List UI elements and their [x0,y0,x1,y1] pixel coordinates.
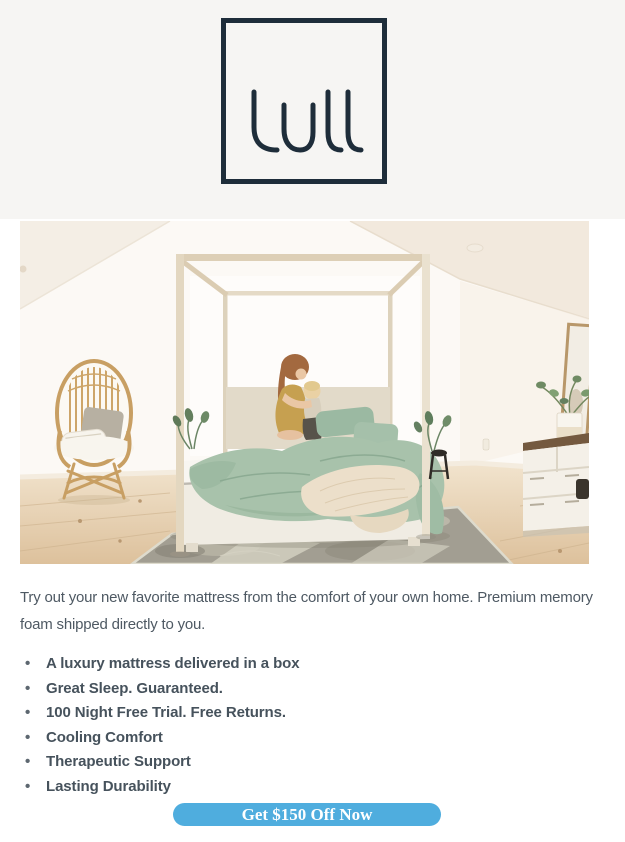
bullet-item: • Lasting Durability [20,779,625,796]
lull-logo [221,18,387,184]
bullet-item: • 100 Night Free Trial. Free Returns. [20,705,625,722]
lull-logo-icon [248,89,366,155]
wall-outlet [483,439,489,450]
header-band [0,0,625,219]
feature-list [20,656,625,795]
bullet-item: • Cooling Comfort [20,730,625,747]
bullet-item: • A luxury mattress delivered in a box [20,656,625,673]
bullet-item: • Great Sleep. Guaranteed. [20,681,625,698]
logo-text [226,23,227,24]
hero-photo [20,221,589,564]
cta-button[interactable]: Get $150 Off Now [173,803,441,826]
intro-text: Try out your new favorite mattress from the comfort of your own home. Premium memory foam shipped directly to you. [20,589,593,633]
bullet-item: • Therapeutic Support [20,754,625,771]
